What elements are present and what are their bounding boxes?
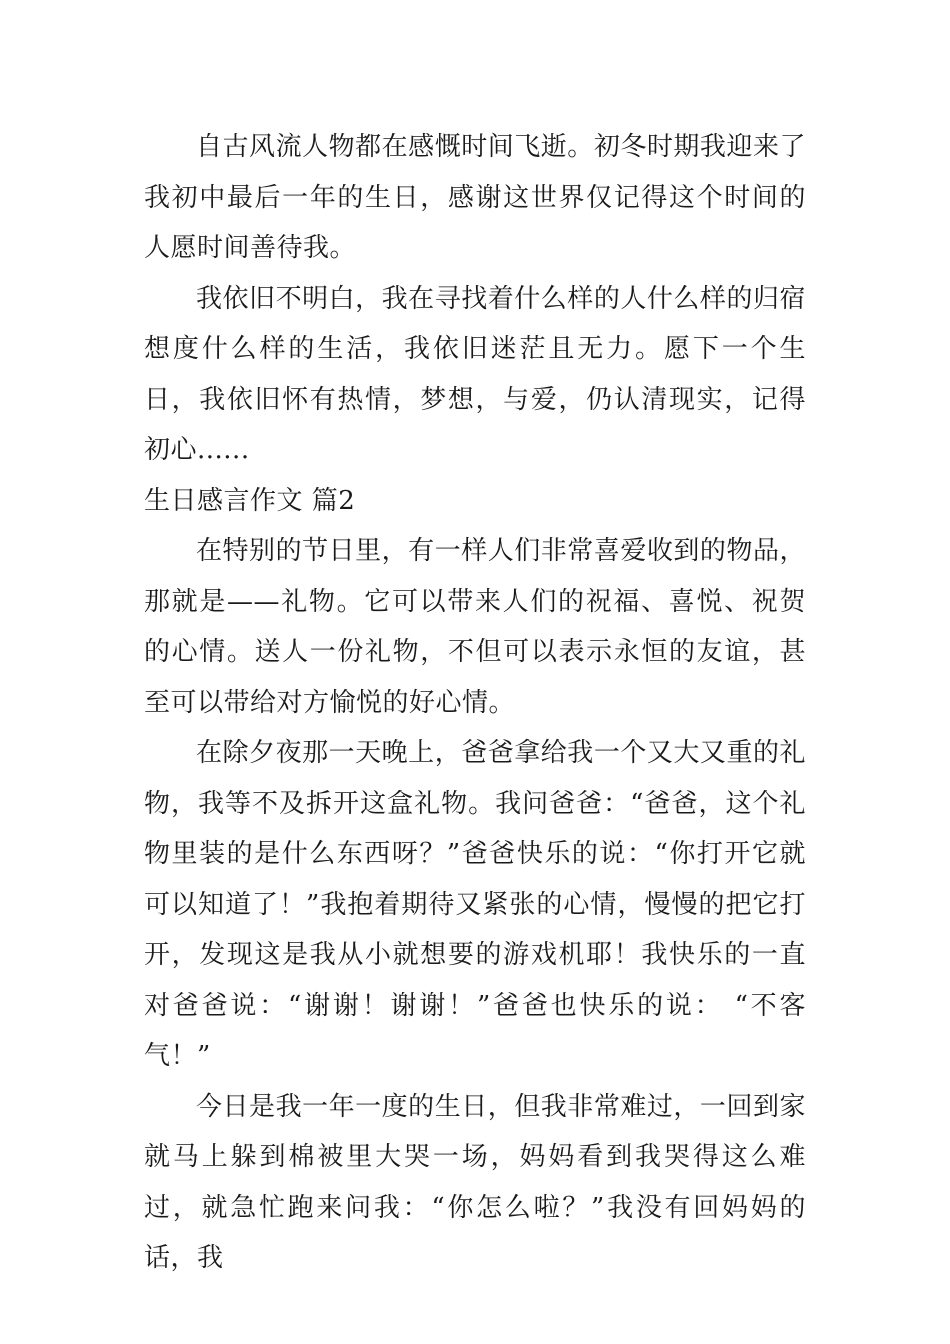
- body-paragraph: 在除夕夜那一天晚上，爸爸拿给我一个又大又重的礼物，我等不及拆开这盒礼物。我问爸爸：“爸爸，这个礼物里装的是什么东西呀？”爸爸快乐的说：“你打开它就可以知道了！”我抱着期待又紧张的心情，慢慢的把它打开，发现这是我从小就想要的游戏机耶！我快乐的一直对爸爸说：“谢谢！谢谢！”爸爸也快乐的说： “不客气！”: [144, 738, 806, 1071]
- section-heading: 生日感言作文 篇2: [144, 485, 356, 516]
- body-paragraph: 今日是我一年一度的生日，但我非常难过，一回到家就马上躲到棉被里大哭一场，妈妈看到我哭得这么难过，就急忙跑来问我：“你怎么啦？”我没有回妈妈的话，我: [144, 1091, 806, 1273]
- body-paragraph: 自古风流人物都在感慨时间飞逝。初冬时期我迎来了我初中最后一年的生日，感谢这世界仅记得这个时间的人愿时间善待我。: [144, 132, 806, 263]
- body-paragraph: 我依旧不明白，我在寻找着什么样的人什么样的归宿想度什么样的生活，我依旧迷茫且无力。愿下一个生日，我依旧怀有热情，梦想，与爱，仍认清现实，记得初心......: [144, 283, 806, 465]
- document-body: [144, 122, 806, 1284]
- body-paragraph: 在特别的节日里，有一样人们非常喜爱收到的物品，那就是——礼物。它可以带来人们的祝福、喜悦、祝贺的心情。送人一份礼物，不但可以表示永恒的友谊，甚至可以带给对方愉悦的好心情。: [144, 536, 806, 718]
